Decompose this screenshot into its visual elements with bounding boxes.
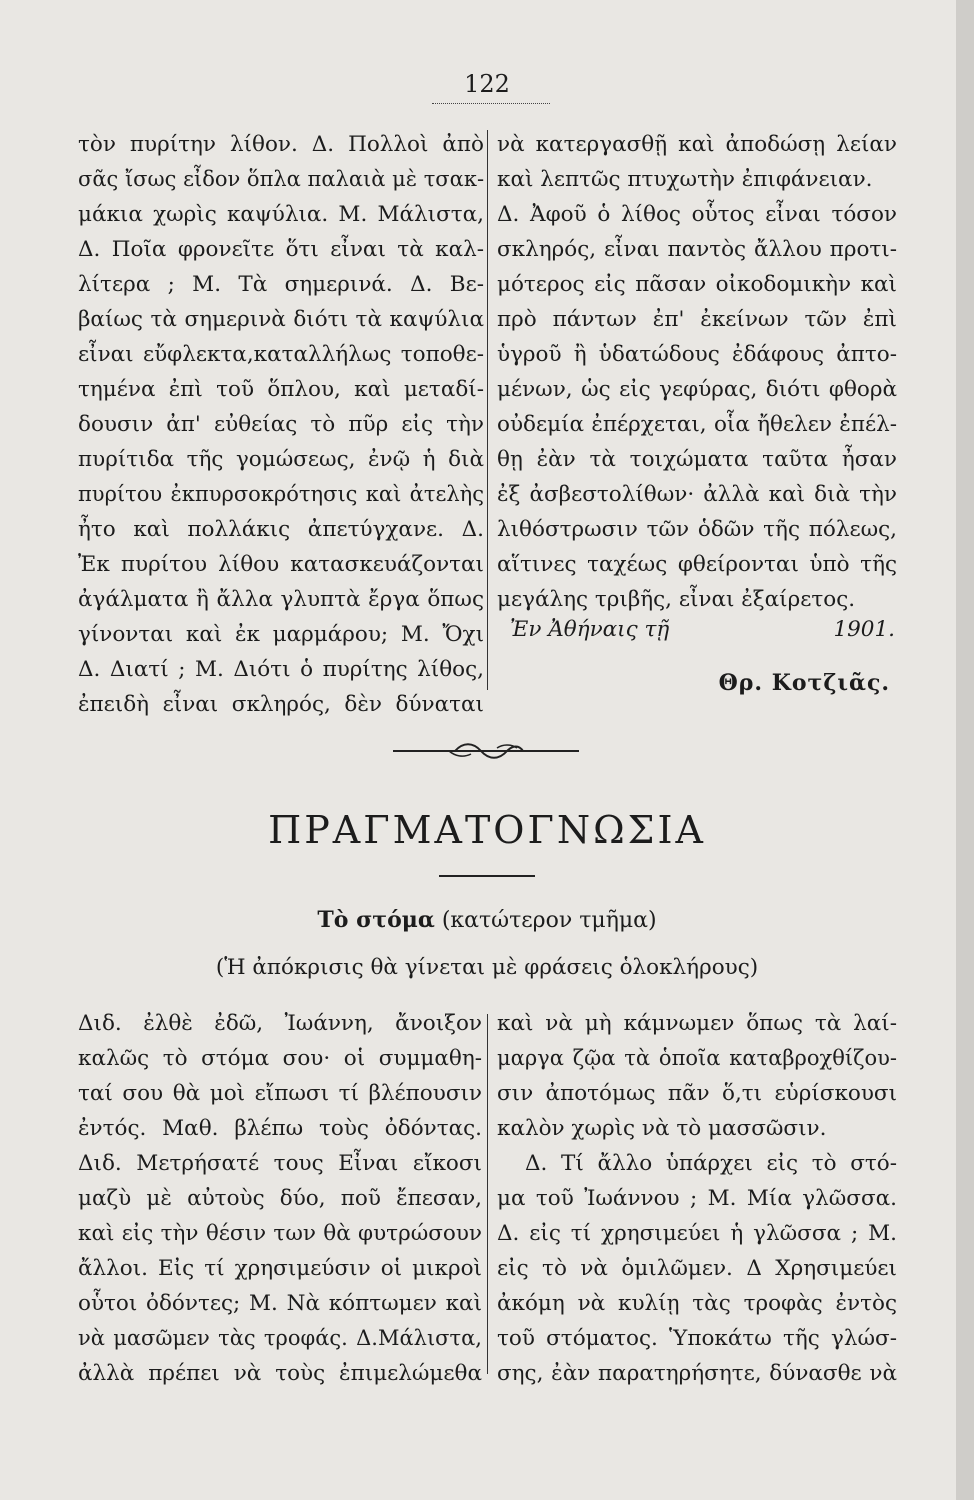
text-line: Δ. Ποῖα φρονεῖτε ὅτι εἶναι τὰ καλ- <box>78 237 484 262</box>
text-line: Ἐκ πυρίτου λίθου κατασκευάζονται <box>78 552 484 577</box>
section-instruction: (Ἡ ἀπόκρισις θὰ γίνεται μὲ φράσεις ὁλοκλήρους) <box>215 955 759 980</box>
text-line: καλῶς τὸ στόμα σου· οἱ συμμαθη- <box>78 1046 482 1071</box>
top-column-divider <box>487 130 488 690</box>
bottom-right-column <box>497 1006 897 1391</box>
text-line: τὸν πυρίτην λίθον. Δ. Πολλοὶ ἀπὸ <box>78 132 484 157</box>
text-line: ἐξ ἀσβεστολίθων· ἀλλὰ καὶ διὰ τὴν <box>497 482 897 507</box>
text-line: λιθόστρωσιν τῶν ὁδῶν τῆς πόλεως, <box>497 517 897 542</box>
author-signature: Θρ. Κοτζιᾶς. <box>718 670 890 696</box>
text-line: Δ. Τί ἄλλο ὑπάρχει εἰς τὸ στό- <box>525 1151 897 1176</box>
page-number-rule <box>432 103 550 104</box>
text-line: Δ. εἰς τί χρησιμεύει ἡ γλῶσσα ; Μ. <box>497 1221 897 1246</box>
dateline-year: 1901. <box>833 617 895 642</box>
text-line: καὶ λεπτῶς πτυχωτὴν ἐπιφάνειαν. <box>497 167 873 192</box>
text-line: αἵτινες ταχέως φθείρονται ὑπὸ τῆς <box>497 552 897 577</box>
text-line: γίνονται καὶ ἐκ μαρμάρου; Μ. Ὄχι <box>78 622 484 647</box>
text-line: μάκια χωρὶς καψύλια. Μ. Μάλιστα, <box>78 202 484 227</box>
text-line: καλὸν χωρὶς νὰ τὸ μασσῶσιν. <box>497 1116 827 1141</box>
text-line: δουσιν ἀπ' εὐθείας τὸ πῦρ εἰς τὴν <box>78 412 484 437</box>
text-line: ὑγροῦ ἢ ὑδατώδους ἐδάφους ἀπτο- <box>497 342 897 367</box>
section-title: ΠΡΑΓΜΑΤΟΓΝΩΣΙΑ <box>268 808 706 852</box>
top-right-column <box>497 127 897 617</box>
text-line: πυρίτιδα τῆς γομώσεως, ἐνῷ ἡ διὰ <box>78 447 484 472</box>
subtitle-bold: Τὸ στόμα <box>317 907 435 933</box>
text-line: νὰ μασῶμεν τὰς τροφάς. Δ.Μάλιστα, <box>78 1326 482 1350</box>
text-line: νὰ κατεργασθῇ καὶ ἀποδώσῃ λείαν <box>497 132 897 157</box>
text-line: οὗτοι ὀδόντες; Μ. Νὰ κόπτωμεν καὶ <box>78 1291 482 1316</box>
text-line: Διδ. ἐλθὲ ἐδῶ, Ἰωάννη, ἄνοιξον <box>78 1011 482 1036</box>
text-line: μένων, ὡς εἰς γεφύρας, διότι φθορὰ <box>497 377 897 402</box>
text-line: τημένα ἐπὶ τοῦ ὅπλου, καὶ μεταδί- <box>78 377 484 402</box>
dateline-place: Ἐν Ἀθήναις τῇ <box>510 617 670 642</box>
text-line: ἦτο καὶ πολλάκις ἀπετύγχανε. Δ. <box>78 517 484 542</box>
text-line: εἰς τὸ νὰ ὁμιλῶμεν. Δ Χρησιμεύει <box>497 1256 897 1281</box>
text-line: ἐπειδὴ εἶναι σκληρός, δὲν δύναται <box>78 692 484 717</box>
text-line: μότερος εἰς πᾶσαν οἰκοδομικὴν καὶ <box>497 272 897 297</box>
text-line: λίτερα ; Μ. Τὰ σημερινά. Δ. Βε- <box>78 272 484 297</box>
bottom-left-column <box>78 1006 482 1391</box>
text-line: μαργα ζῷα τὰ ὁποῖα καταβροχθίζου- <box>497 1046 897 1070</box>
text-line: σᾶς ἴσως εἶδον ὅπλα παλαιὰ μὲ τσακ- <box>78 167 485 191</box>
text-line: μα τοῦ Ἰωάννου ; Μ. Μία γλῶσσα. <box>497 1186 897 1211</box>
text-line: τοῦ στόματος. Ὑποκάτω τῆς γλώσ- <box>497 1326 897 1351</box>
ornament-divider <box>393 736 579 766</box>
text-line: ἀκόμη νὰ κυλίῃ τὰς τροφὰς ἐντὸς <box>497 1291 897 1316</box>
page-number: 122 <box>464 70 510 98</box>
text-line: θῃ ἐὰν τὰ τοιχώματα ταῦτα ἦσαν <box>497 447 897 472</box>
text-line: σης, ἐὰν παρατηρήσητε, δύνασθε νὰ <box>497 1361 897 1386</box>
text-line: πυρίτου ἐκπυρσοκρότησις καὶ ἀτελὴς <box>78 482 484 506</box>
text-line: σιν ἀποτόμως πᾶν ὅ,τι εὑρίσκουσι <box>497 1081 897 1106</box>
top-left-column <box>78 127 484 722</box>
text-line: βαίως τὰ σημερινὰ διότι τὰ καψύλια <box>78 307 484 332</box>
text-line: ταί σου θὰ μοὶ εἴπωσι τί βλέπουσιν <box>78 1081 482 1106</box>
text-line: Δ. Ἀφοῦ ὁ λίθος οὗτος εἶναι τόσον <box>497 202 897 227</box>
text-line: οὐδεμία ἐπέρχεται, οἷα ἤθελεν ἐπέλ- <box>497 412 897 437</box>
text-line: σκληρός, εἶναι παντὸς ἄλλου προτι- <box>497 237 897 262</box>
section-subtitle <box>0 907 974 933</box>
subtitle-paren: (κατώτερον τμῆμα) <box>441 908 657 933</box>
text-line: καὶ νὰ μὴ κάμνωμεν ὅπως τὰ λαί- <box>497 1011 897 1036</box>
text-line: καὶ εἰς τὴν θέσιν των θὰ φυτρώσουν <box>78 1221 482 1246</box>
page-edge <box>956 0 974 1500</box>
text-line: Διδ. Μετρήσατέ τους Εἶναι εἴκοσι <box>78 1151 482 1176</box>
dateline <box>510 617 895 642</box>
text-line: ἄλλοι. Εἰς τί χρησιμεύσιν οἱ μικροὶ <box>78 1256 482 1281</box>
text-line: Δ. Διατί ; Μ. Διότι ὁ πυρίτης λίθος, <box>78 657 484 682</box>
text-line: μαζὺ μὲ αὐτοὺς δύο, ποῦ ἔπεσαν, <box>78 1186 482 1211</box>
text-line: εἶναι εὔφλεκτα,καταλλήλως τοποθε- <box>78 342 484 367</box>
bottom-column-divider <box>487 1014 488 1374</box>
text-line: πρὸ πάντων ἐπ' ἐκείνων τῶν ἐπὶ <box>497 307 897 332</box>
text-line: ἐντός. Μαθ. βλέπω τοὺς ὀδόντας. <box>78 1116 482 1141</box>
text-line: ἀλλὰ πρέπει νὰ τοὺς ἐπιμελώμεθα <box>78 1361 482 1386</box>
title-rule <box>439 875 535 877</box>
text-line: μεγάλης τριβῆς, εἶναι ἐξαίρετος. <box>497 587 856 612</box>
text-line: ἀγάλματα ἢ ἄλλα γλυπτὰ ἔργα ὅπως <box>78 587 484 612</box>
